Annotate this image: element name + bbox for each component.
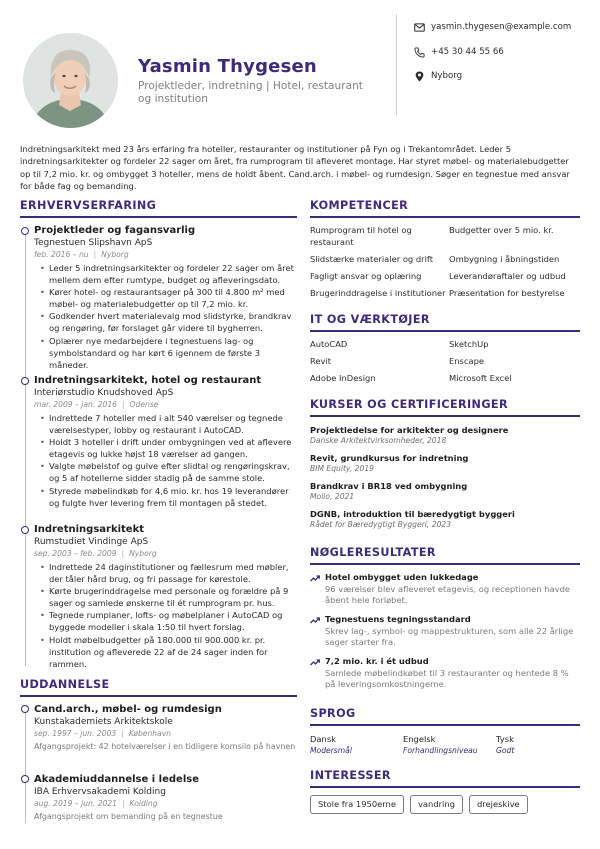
timeline-dot	[21, 705, 29, 713]
education-entry	[34, 773, 298, 822]
courses-heading-rule	[310, 415, 580, 417]
timeline-dot	[21, 377, 29, 385]
language-entry	[496, 734, 514, 756]
job-bullet: • Indrettede 24 daginstitutioner og fællesrum med møbler, der tåler hård brug, og fri passage for kørestole.	[34, 561, 298, 585]
course-entry	[310, 481, 580, 503]
trend-up-icon	[310, 615, 320, 625]
job-bullet: • Indrettede 7 hoteller med i alt 540 værelser og tegnede værelsestyper, lobby og restaurant i AutoCAD.	[34, 412, 298, 436]
degree-title: Akademiuddannelse i ledelse	[34, 774, 199, 785]
experience-heading: ERHVERVSERFARING	[20, 199, 157, 212]
tool-item: Microsoft Excel	[449, 373, 512, 384]
phone-icon	[414, 47, 425, 58]
map-pin-icon	[414, 71, 425, 82]
job-bullet: • Holdt møbelbudgetter på 180.000 til 900.000 kr. pr. institution og afleverede 22 af de 24 sager inden for rammen.	[34, 634, 298, 670]
achievement-title: Tegnestuens tegningsstandard	[325, 614, 471, 624]
language-level: Forhandlingsniveau	[403, 746, 478, 755]
course-title: DGNB, introduktion til bæredygtigt byggeri	[310, 509, 515, 519]
languages-heading: SPROG	[310, 707, 356, 720]
job-title: Indretningsarkitekt, hotel og restaurant	[34, 375, 262, 386]
skill-item: Brugerinddragelse i institutioner	[310, 287, 446, 298]
degree-title: Cand.arch., møbel- og rumdesign	[34, 704, 222, 715]
interest-tag: Stole fra 1950erne	[310, 795, 404, 814]
job-company: Rumstudiet Vindinge ApS	[34, 537, 149, 547]
job-bullet: • Kørte brugerinddragelse med personale og forældre på 9 sager og samlede ønskerne til ét rumprogram pr. hus.	[34, 585, 298, 609]
trend-up-icon	[310, 657, 320, 667]
skill-item: Fagligt ansvar og oplæring	[310, 270, 422, 281]
achievement-title: Hotel ombygget uden lukkedage	[325, 572, 479, 582]
experience-entry	[34, 374, 298, 509]
course-title: Revit, grundkursus for indretning	[310, 453, 469, 463]
education-period: sep. 1997 – jun. 2003	[34, 729, 117, 738]
skills-heading: KOMPETENCER	[310, 199, 409, 212]
interest-tag: vandring	[410, 795, 463, 814]
job-bullet: • Tegnede rumplaner, lofts- og møbelplaner i AutoCAD og byggede modeller i skala 1:50 til hvert forslag.	[34, 609, 298, 633]
skills-heading-rule	[310, 216, 580, 218]
courses-heading: KURSER OG CERTIFICERINGER	[310, 398, 508, 411]
tools-heading-rule	[310, 330, 580, 332]
job-location: Nyborg	[101, 250, 129, 259]
course-org: BIM Equity, 2019	[310, 464, 374, 473]
tool-item: Revit	[310, 356, 332, 367]
job-meta: sep. 2003 – feb. 2009 | Nyborg	[34, 549, 157, 558]
achievements-heading: NØGLERESULTATER	[310, 546, 436, 559]
profile-summary: Indretningsarkitekt med 23 års erfaring fra hoteller, restauranter og institutioner på Fyn og i Trekantområdet. Leder 5 indretningsarkitekter og fordeler 22 sager om året, fra rumprogram til afleveret montage. Har styret møbel- og materialebudgetter op til 7,2 mio. kr. og ombygget 3 hoteller, mens de holdt åbent. Cand.arch. i møbel- og rumdesign. Søger en tegnestue med ansvar for både fag og bemanding.	[20, 144, 570, 191]
job-title: Projektleder og fagansvarlig	[34, 225, 196, 236]
course-org: Rådet for Bæredygtigt Byggeri, 2023	[310, 520, 452, 529]
timeline-dot	[21, 227, 29, 235]
skill-item: Slidstærke materialer og drift	[310, 253, 433, 264]
tools-heading: IT OG VÆRKTØJER	[310, 313, 430, 326]
languages-heading-rule	[310, 724, 580, 726]
contact-email-text: yasmin.thygesen@example.com	[431, 22, 572, 32]
language-name: Dansk	[310, 734, 337, 744]
job-bullets	[34, 262, 298, 371]
envelope-icon	[414, 22, 425, 33]
education-heading-rule	[20, 695, 297, 697]
course-org: Danske Arkitektvirksomheder, 2018	[310, 436, 447, 445]
interest-tags	[310, 795, 534, 814]
language-level: Godt	[496, 746, 515, 755]
education-entry	[34, 703, 298, 752]
job-bullet: • Valgte møbelstof og gulve efter slidtal og rengøringskrav, og 5 af hotellerne sidder stadig på de samme stole.	[34, 460, 298, 484]
course-entry	[310, 425, 580, 447]
achievement-desc: Skrev lag-, symbol- og mappestrukturen, som alle 22 årlige sager starter fra.	[325, 625, 574, 648]
candidate-title: Projektleder, indretning | Hotel, restaurant og institution	[138, 80, 363, 105]
school-name: Kunstakademiets Arkitektskole	[34, 717, 173, 727]
job-location: Nyborg	[129, 549, 157, 558]
candidate-name: Yasmin Thygesen	[138, 56, 317, 77]
job-meta: feb. 2016 – nu | Nyborg	[34, 250, 129, 259]
skill-item: Rumprogram til hotel og restaurant	[310, 225, 412, 247]
experience-heading-rule	[20, 216, 297, 218]
tool-item: SketchUp	[449, 339, 489, 349]
course-title: Projektledelse for arkitekter og designere	[310, 425, 509, 435]
language-entry	[403, 734, 478, 756]
experience-timeline	[25, 230, 26, 666]
education-location: København	[128, 729, 172, 738]
job-bullet: • Leder 5 indretningsarkitekter og fordeler 22 sager om året mellem dem efter rumtype, budget og afleveringsdato.	[34, 262, 298, 286]
job-bullets	[34, 412, 298, 509]
contact-location-text: Nyborg	[431, 71, 463, 81]
skill-item: Budgetter over 5 mio. kr.	[449, 225, 554, 235]
course-entry	[310, 509, 580, 531]
achievement-title: 7,2 mio. kr. i ét udbud	[325, 656, 429, 666]
language-level: Modersmål	[310, 746, 352, 755]
job-company: Interiørstudio Knudshoved ApS	[34, 388, 174, 398]
profile-photo	[23, 33, 118, 128]
achievement-entry	[310, 572, 580, 607]
achievement-desc: 96 værelser blev afleveret etagevis, og receptionen havde åbent hele forløbet.	[325, 583, 571, 606]
header-divider	[396, 14, 397, 116]
timeline-dot	[21, 775, 29, 783]
interest-tag: drejeskive	[469, 795, 528, 814]
job-period: mar. 2009 – jan. 2016	[34, 400, 117, 409]
job-bullet: • Godkender hvert materialevalg mod slidstyrke, brandkrav og rengøring, før forslaget går videre til bygherren.	[34, 310, 298, 334]
job-bullet: • Kører hotel- og restaurantsager på 300 til 4.800 m² med møbel- og materialebudgetter op til 7,2 mio. kr.	[34, 286, 298, 310]
achievement-entry	[310, 656, 580, 691]
course-entry	[310, 453, 580, 475]
contact-location	[414, 69, 462, 83]
job-title: Indretningsarkitekt	[34, 524, 145, 535]
achievements-heading-rule	[310, 563, 580, 565]
job-company: Tegnestuen Slipshavn ApS	[34, 238, 153, 248]
education-desc: Afgangsprojekt om bemanding på en tegnestue	[34, 812, 223, 821]
school-name: IBA Erhvervsakademi Kolding	[34, 787, 166, 797]
contact-email[interactable]	[414, 20, 571, 34]
job-bullet: • Holdt 3 hoteller i drift under ombygningen ved at aflevere etagevis og lukke højst 18 værelser ad gangen.	[34, 436, 298, 460]
interests-heading: INTERESSER	[310, 769, 391, 782]
experience-entry	[34, 523, 298, 670]
skill-item: Leverandøraftaler og udbud	[449, 270, 566, 281]
trend-up-icon	[310, 573, 320, 583]
achievement-desc: Samlede møbelindkøbet til 3 restauranter og hentede 8 % på leveringsomkostningerne.	[325, 667, 569, 690]
contact-phone[interactable]	[414, 45, 504, 59]
contact-phone-text: +45 30 44 55 66	[431, 47, 504, 57]
tool-item: Enscape	[449, 356, 485, 367]
interests-heading-rule	[310, 786, 580, 788]
skill-item: Ombygning i åbningstiden	[449, 253, 560, 264]
course-org: Molio, 2021	[310, 492, 355, 501]
achievement-entry	[310, 614, 580, 649]
job-period: feb. 2016 – nu	[34, 250, 89, 259]
education-meta: aug. 2019 – jun. 2021 | Kolding	[34, 799, 158, 808]
education-location: Kolding	[129, 799, 158, 808]
job-meta: mar. 2009 – jan. 2016 | Odense	[34, 400, 159, 409]
profile-photo-illustration	[23, 33, 118, 128]
education-timeline	[25, 708, 26, 823]
job-period: sep. 2003 – feb. 2009	[34, 549, 117, 558]
language-entry	[310, 734, 352, 756]
skill-item: Præsentation for bestyrelse	[449, 287, 565, 298]
education-desc: Afgangsprojekt: 42 hotelværelser i en tidligere kornsilo på havnen	[34, 742, 296, 751]
tool-item: Adobe InDesign	[310, 373, 376, 384]
language-name: Engelsk	[403, 734, 436, 744]
tools-grid	[310, 339, 580, 390]
education-heading: UDDANNELSE	[20, 678, 110, 691]
language-name: Tysk	[496, 734, 514, 744]
experience-entry	[34, 224, 298, 371]
job-bullet: • Oplærer nye medarbejdere i tegnestuens lag- og symbolstandard og har kørt 6 igennem de første 3 måneder.	[34, 335, 298, 371]
course-title: Brandkrav i BR18 ved ombygning	[310, 481, 468, 491]
job-bullets	[34, 561, 298, 670]
timeline-dot	[21, 526, 29, 534]
skills-grid	[310, 225, 580, 305]
job-bullet: • Styrede møbelindkøb for 4,6 mio. kr. hos 19 leverandører og fulgte hver levering frem til montagen på stedet.	[34, 485, 298, 509]
job-location: Odense	[129, 400, 159, 409]
education-meta: sep. 1997 – jun. 2003 | København	[34, 729, 172, 738]
tool-item: AutoCAD	[310, 339, 348, 349]
education-period: aug. 2019 – jun. 2021	[34, 799, 117, 808]
